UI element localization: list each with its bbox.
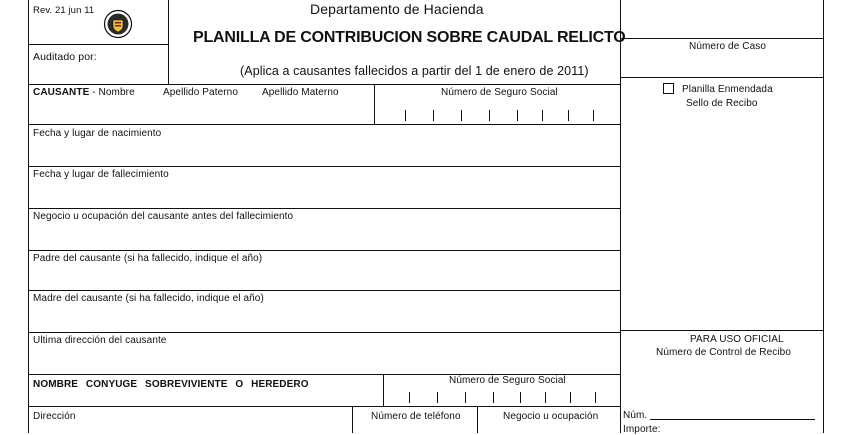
case-top-rule bbox=[620, 38, 823, 39]
phone-label: Número de teléfono bbox=[371, 411, 461, 422]
ssn-tick bbox=[465, 392, 466, 403]
occupation-divider bbox=[477, 406, 478, 433]
last-address-field[interactable] bbox=[30, 348, 618, 372]
causante-name-label: - Nombre bbox=[92, 87, 135, 98]
ssn-tick bbox=[568, 110, 569, 121]
ssn-tick bbox=[493, 392, 494, 403]
audited-by-label: Auditado por: bbox=[33, 51, 97, 63]
father-label: Padre del causante (si ha fallecido, indique el año) bbox=[33, 253, 263, 264]
right-border bbox=[823, 0, 824, 433]
causante-name-field[interactable] bbox=[30, 100, 372, 122]
row-rule bbox=[28, 290, 620, 291]
spouse-address-field[interactable] bbox=[30, 423, 350, 433]
amended-checkbox[interactable] bbox=[663, 83, 674, 94]
death-label: Fecha y lugar de fallecimiento bbox=[33, 169, 169, 180]
official-use-title: PARA USO OFICIAL bbox=[690, 334, 784, 345]
causante-ssn-divider bbox=[374, 84, 375, 124]
paternal-surname-label: Apellido Paterno bbox=[163, 87, 238, 98]
department-title: Departamento de Hacienda bbox=[310, 1, 484, 17]
causante-section-label: CAUSANTE bbox=[33, 87, 90, 98]
left-border bbox=[28, 0, 29, 433]
num-field[interactable] bbox=[650, 406, 815, 419]
ssn-tick bbox=[433, 110, 434, 121]
hacienda-seal-icon bbox=[103, 9, 133, 44]
spouse-occupation-label: Negocio u ocupación bbox=[503, 411, 599, 422]
birth-label: Fecha y lugar de nacimiento bbox=[33, 128, 162, 139]
spouse-name-field[interactable] bbox=[30, 392, 380, 405]
ssn-tick bbox=[595, 392, 596, 403]
spouse-ssn-field[interactable] bbox=[402, 389, 612, 405]
ssn-tick bbox=[570, 392, 571, 403]
occupation-field[interactable] bbox=[30, 224, 618, 248]
spouse-occupation-field[interactable] bbox=[479, 423, 618, 433]
spouse-phone-field[interactable] bbox=[354, 423, 475, 433]
causante-ssn-label: Número de Seguro Social bbox=[441, 87, 558, 98]
causante-top-rule bbox=[28, 84, 620, 85]
address-top-rule bbox=[28, 406, 620, 407]
ssn-tick bbox=[437, 392, 438, 403]
receipt-stamp-area[interactable] bbox=[621, 112, 822, 327]
ssn-tick bbox=[489, 110, 490, 121]
row-rule bbox=[28, 208, 620, 209]
ssn-tick bbox=[520, 392, 521, 403]
ssn-tick bbox=[593, 110, 594, 121]
header-left-rule bbox=[28, 44, 168, 45]
divider-header-left bbox=[168, 0, 169, 84]
case-number-label: Número de Caso bbox=[689, 41, 766, 52]
death-field[interactable] bbox=[30, 182, 618, 206]
case-number-field[interactable] bbox=[621, 52, 822, 76]
amount-label: Importe: bbox=[623, 424, 661, 435]
ssn-tick bbox=[542, 110, 543, 121]
spouse-section-label: NOMBRE CONYUGE SOBREVIVIENTE O HEREDERO bbox=[33, 379, 309, 390]
occupation-label: Negocio u ocupación del causante antes del fallecimiento bbox=[33, 211, 294, 222]
mother-label: Madre del causante (si ha fallecido, indique el año) bbox=[33, 293, 264, 304]
row-rule bbox=[28, 332, 620, 333]
receipt-stamp-label: Sello de Recibo bbox=[686, 98, 758, 109]
ssn-tick bbox=[405, 110, 406, 121]
row-rule bbox=[28, 166, 620, 167]
row-rule bbox=[28, 124, 620, 125]
case-bottom-rule bbox=[620, 77, 823, 78]
ssn-tick bbox=[545, 392, 546, 403]
official-top-rule bbox=[620, 330, 823, 331]
ssn-tick bbox=[517, 110, 518, 121]
phone-divider bbox=[352, 406, 353, 433]
causante-ssn-field[interactable] bbox=[400, 103, 600, 123]
birth-field[interactable] bbox=[30, 141, 618, 164]
amended-label: Planilla Enmendada bbox=[682, 84, 773, 95]
ssn-tick bbox=[409, 392, 410, 403]
row-rule bbox=[28, 250, 620, 251]
last-address-label: Ultima dirección del causante bbox=[33, 335, 167, 346]
form-subtitle: (Aplica a causantes fallecidos a partir del 1 de enero de 2011) bbox=[240, 64, 589, 78]
father-field[interactable] bbox=[30, 266, 618, 288]
causante-label bbox=[33, 87, 135, 98]
num-label: Núm. bbox=[623, 410, 648, 421]
address-label: Dirección bbox=[33, 411, 76, 422]
maternal-surname-label: Apellido Materno bbox=[262, 87, 339, 98]
revision-label: Rev. 21 jun 11 bbox=[33, 5, 95, 16]
mother-field[interactable] bbox=[30, 306, 618, 330]
spouse-ssn-label: Número de Seguro Social bbox=[449, 375, 566, 386]
control-number-label: Número de Control de Recibo bbox=[656, 347, 791, 358]
spouse-ssn-divider bbox=[383, 374, 384, 406]
num-underline bbox=[650, 419, 815, 420]
ssn-tick bbox=[461, 110, 462, 121]
form-title: PLANILLA DE CONTRIBUCION SOBRE CAUDAL RELICTO bbox=[193, 29, 626, 46]
